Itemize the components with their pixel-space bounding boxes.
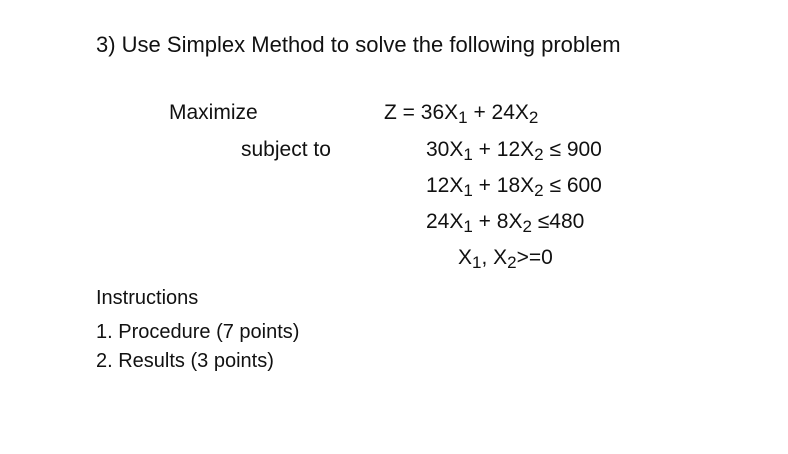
constraint-1: $30X_1 + 12X_2 \le 900$ (426, 138, 602, 164)
constraint-3: $24X_1 + 8X_2 \le 480$ (426, 210, 585, 236)
maximize-label: Maximize (169, 101, 258, 124)
instruction-item: 2. Results (3 points) (96, 350, 274, 372)
constraint-2: $12X_1 + 18X_2 \le 600$ (426, 174, 602, 200)
instruction-item: 1. Procedure (7 points) (96, 321, 300, 343)
nonnegativity-constraint: $X_1$, $X_2>=0$ (458, 246, 553, 272)
objective-function: $Z = 36X_1 + 24X_2$ (384, 101, 539, 127)
subject-to-label: subject to (241, 138, 331, 161)
instructions-heading: Instructions (96, 287, 199, 309)
question-title: 3) Use Simplex Method to solve the following problem (96, 32, 621, 57)
